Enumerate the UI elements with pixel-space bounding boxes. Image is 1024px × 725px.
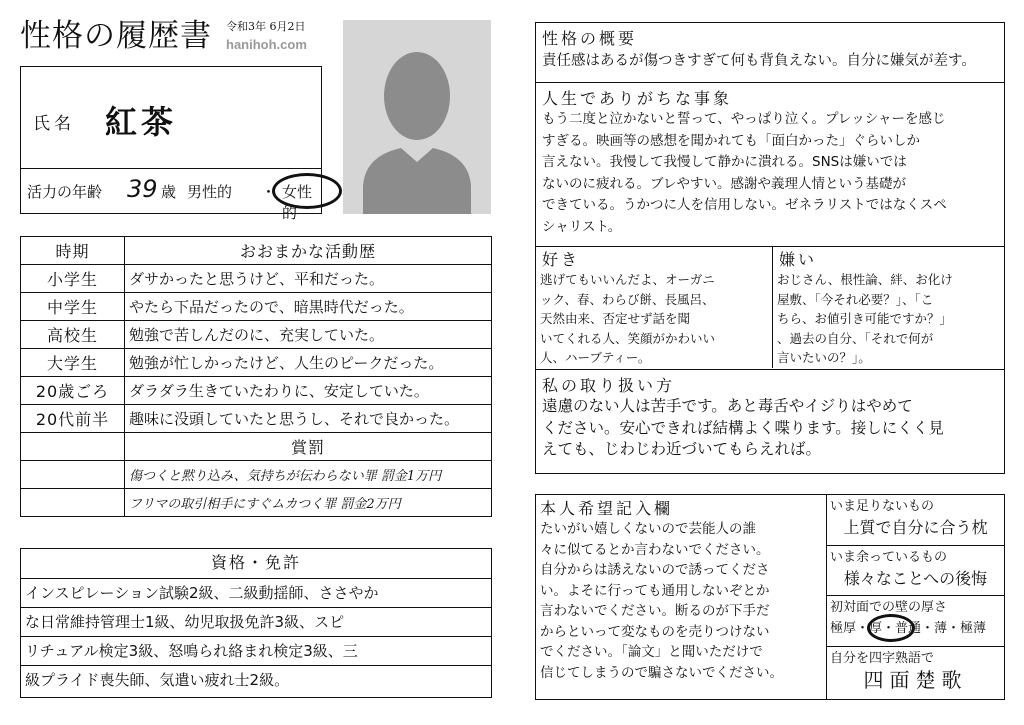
wishes-line: からといって変なものを売りつけない [540,623,770,640]
wishes-line: 々に似てるとか言わないでください。 [540,541,770,558]
document-date: 令和3年 6月2日 [226,20,306,33]
life-events-line: シャリスト。 [542,218,622,235]
name-row [21,67,321,169]
activity-cell: ダラダラ生きていたわりに、安定していた。 [125,377,492,405]
wall-thickness-options: 極厚・厚・普通・薄・極薄 [830,621,987,636]
likes-line: 人、ハーブティー。 [540,350,651,366]
empty-cell [21,489,125,517]
lacking-cell [827,495,1004,546]
idiom-label: 自分を四字熟語で [830,650,935,666]
gender-option-female: 女性的 [282,183,313,222]
period-cell: 中学生 [21,293,125,321]
likes-box [536,247,773,368]
dislikes-line: 屋敷、「今それ必要？」、「こ [777,291,934,307]
award-cell: 傷つくと黙り込み、気持ちが伝わらない罪 罰金1万円 [125,461,492,489]
period-cell: 20代前半 [21,405,125,433]
qualification-line: リチュアル検定3級、怒鳴られ絡まれ検定3級、三 [21,637,491,666]
qualification-line: な日常維持管理士1級、幼児取扱免許3級、スピ [21,608,491,637]
photo-placeholder [343,20,491,214]
life-events-label: 人生でありがちな事象 [542,89,733,108]
table-row [21,489,492,517]
dislikes-line: 言いたいの？」。 [777,350,871,366]
table-row [21,321,492,349]
period-cell: 高校生 [21,321,125,349]
age-label: 活力の年齢 [27,183,103,201]
empty-cell [21,461,125,489]
wishes-box [536,495,827,699]
idiom-value: 四面楚歌 [863,667,968,692]
column-header-period: 時期 [21,237,125,265]
dislikes-label: 嫌い [779,250,818,269]
empty-cell [21,433,125,461]
wall-thickness-label: 初対面での壁の厚さ [830,600,948,615]
selection-circle [272,173,342,209]
life-events-line: すぎる。映画等の感想を聞かれても「面白かった」ぐらいしか [542,132,920,149]
age-value: 39 [127,175,158,203]
handling-section [536,370,1004,461]
qualification-line: 級プライド喪失師、気遣い疲れ士2級。 [25,671,290,689]
profile-box [20,66,322,222]
selection-circle [867,614,915,642]
surplus-value: 様々なことへの後悔 [843,568,988,588]
wishes-line: 自分からは誘えないので誘ってくださ [540,562,770,578]
life-events-line: 言えない。我慢して我慢して静かに潰れる。SNSは嫌いでは [542,154,907,170]
period-cell: 小学生 [21,265,125,293]
handling-line: ください。安心できれば結構よく喋ります。接しにくく見 [542,418,944,437]
wishes-line: でください。「論文」と聞いただけで [540,644,763,660]
table-row [21,461,492,489]
activity-cell: 勉強で苦しんだのに、充実していた。 [125,321,492,349]
qualification-line: インスピレーション試験2級、二級動揺師、ささやか [21,579,491,608]
column-header-activity: おおまかな活動歴 [125,237,492,265]
activity-cell: ダサかったと思うけど、平和だった。 [125,265,492,293]
overview-label: 性格の概要 [542,29,638,48]
qualifications-label: 資格・免許 [21,549,491,579]
wishes-line: 言わないでください。断るのが下手だ [540,603,770,619]
dislikes-line: 、過去の自分、「それで何が [777,330,934,346]
name-label: 氏名 [33,114,75,134]
wall-thickness-cell [827,596,1004,647]
overview-section [536,23,1004,83]
awards-label: 賞罰 [125,433,492,461]
age-row [21,169,321,222]
table-row [21,349,492,377]
activity-history-table [20,236,492,517]
period-cell: 大学生 [21,349,125,377]
award-cell: フリマの取引相手にすぐムカつく罪 罰金2万円 [125,489,492,517]
qualifications-box [20,548,492,698]
handling-label: 私の取り扱い方 [542,376,676,395]
activity-cell: やたら下品だったので、暗黒時代だった。 [125,293,492,321]
table-row [21,405,492,433]
life-events-line: ないのに疲れる。ブレやすい。感謝や義理人情という基礎が [542,175,906,192]
site-name: hanihoh.com [226,37,307,52]
dislikes-box [773,247,1004,368]
likes-line: 天然由来、否定せず話を聞 [540,311,691,327]
dislikes-line: ちら、お値引き可能ですか？」 [777,311,953,327]
lacking-label: いま足りないもの [830,499,935,514]
table-row [21,377,492,405]
life-events-line: もう二度と泣かないと誓って、やっぱり泣く。プレッシャーを感じ [542,111,946,127]
likes-line: ック、春、わらび餅、長風呂、 [540,291,715,307]
dislikes-line: おじさん、根性論、絆、お化け [777,272,953,287]
awards-header-row [21,433,492,461]
likes-label: 好き [542,250,581,269]
life-events-line: できている。うかつに人を信用しない。ゼネラリストではなくスペ [542,197,947,213]
handling-line: 遠慮のない人は苦手です。あと毒舌やイジりはやめて [542,397,913,415]
lacking-value: 上質で自分に合う枕 [843,518,988,537]
wishes-line: 信じてしまうので騙さないでください。 [540,664,783,681]
likes-line: 逃げてもいいんだよ、オーガニ [540,272,715,287]
likes-dislikes-section [536,247,1004,370]
overview-text: 責任感はあるが傷つきすぎて何も背負えない。自分に嫌気が差す。 [542,53,976,69]
wishes-line: たいがい嬉しくないので芸能人の誰 [540,521,756,537]
life-events-section [536,83,1004,247]
page-title: 性格の履歴書 [20,18,212,54]
handling-line: えても、じわじわ近づいてもらえれば。 [542,440,822,458]
table-header-row [21,237,492,265]
person-silhouette-icon [343,20,491,214]
name-value: 紅茶 [105,103,178,141]
activity-cell: 勉強が忙しかったけど、人生のピークだった。 [125,349,492,377]
personality-block [535,22,1005,474]
age-unit: 歳 [161,183,177,201]
surplus-label: いま余っているもの [830,549,948,565]
surplus-cell [827,546,1004,597]
gender-option-male: 男性的 [187,183,233,201]
wishes-label: 本人希望記入欄 [540,499,674,518]
self-assessment-box [827,495,1004,699]
table-row [21,293,492,321]
period-cell: 20歳ごろ [21,377,125,405]
wishes-block [535,494,1005,700]
activity-cell: 趣味に没頭していたと思うし、それで良かった。 [125,405,492,433]
gender-separator: ・ [261,183,277,201]
idiom-cell [827,647,1004,698]
table-row [21,265,492,293]
likes-line: いてくれる人、笑顔がかわいい [540,330,716,346]
wishes-line: い。よそに行っても通用しないぞとか [540,582,770,599]
